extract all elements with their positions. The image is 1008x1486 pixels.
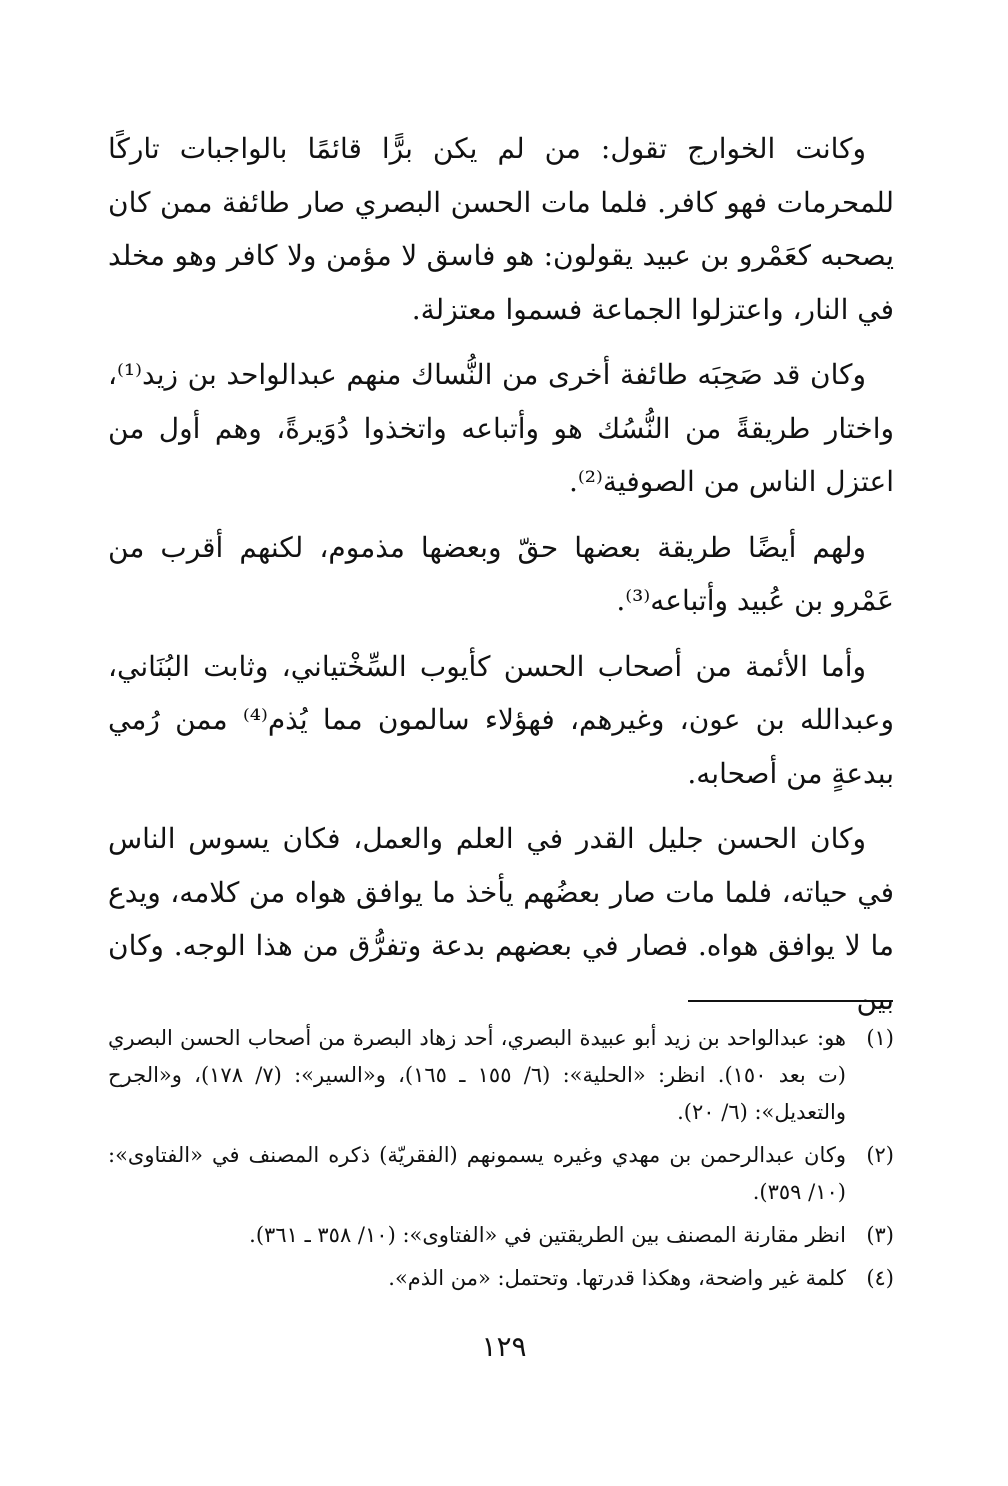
page-number: ١٢٩: [481, 1330, 527, 1363]
paragraph-khawarij: وكانت الخوارج تقول: من لم يكن برًّا قائمًا بالواجبات تاركًا للمحرمات فهو كافر. فلما مات الحسن البصري صار طائفة ممن كان يصحبه كعَمْرو بن عبيد يقولون: هو فاسق لا مؤمن ولا كافر وهو مخلد في النار، واعتزلوا الجماعة فسموا معتزلة.: [108, 132, 894, 326]
footnotes: [108, 1020, 894, 1303]
footnote-separator: [688, 1000, 893, 1002]
paragraph-hasan: وكان الحسن جليل القدر في العلم والعمل، فكان يسوس الناس في حياته، فلما مات صار بعضُهم يأخذ ما يوافق هواه من كلامه، ويدع ما لا يوافق هواه. فصار في بعضهم بدعة وتفرُّق من هذا الوجه. وكان بين: [108, 822, 894, 1016]
paragraph-aimma: وأما الأئمة من أصحاب الحسن كأيوب السِّخْتياني، وثابت البُنَاني، وعبدالله بن عون، وغيرهم، فهؤلاء سالمون مما يُذم⁽⁴⁾ ممن رُمي ببدعةٍ من أصحابه.: [108, 649, 894, 790]
footnote-1: [108, 1020, 894, 1131]
footnote-4: [108, 1260, 894, 1297]
footnote-number: (٤): [866, 1266, 894, 1290]
footnote-number: (٢): [866, 1143, 894, 1167]
footnote-text: كلمة غير واضحة، وهكذا قدرتها. وتحتمل: «من الذم».: [388, 1266, 846, 1290]
footnote-text: هو: عبدالواحد بن زيد أبو عبيدة البصري، أحد زهاد البصرة من أصحاب الحسن البصري (ت بعد ١٥٠). انظر: «الحلية»: (٦/ ١٥٥ ـ ١٦٥)، و«السير»: (٧/ ١٧٨)، و«الجرح والتعديل»: (٦/ ٢٠).: [108, 1026, 846, 1124]
paragraph-nussak: وكان قد صَحِبَه طائفة أخرى من النُّساك منهم عبدالواحد بن زيد⁽¹⁾، واختار طريقةً من النُّسُك هو وأتباعه واتخذوا دُوَيرةً، وهم أول من اعتزل الناس من الصوفية⁽²⁾.: [108, 358, 894, 498]
main-text: [108, 122, 894, 1038]
footnote-text: وكان عبدالرحمن بن مهدي وغيره يسمونهم (الفقريّة) ذكره المصنف في «الفتاوى»: (١٠/ ٣٥٩).: [108, 1143, 846, 1204]
footnote-text: انظر مقارنة المصنف بين الطريقتين في «الفتاوى»: (١٠/ ٣٥٨ ـ ٣٦١).: [249, 1223, 846, 1247]
footnote-3: [108, 1217, 894, 1254]
footnote-2: [108, 1137, 894, 1211]
footnote-number: (٣): [866, 1223, 894, 1247]
footnote-number: (١): [866, 1026, 894, 1050]
paragraph-tariqa: ولهم أيضًا طريقة بعضها حقّ وبعضها مذموم، لكنهم أقرب من عَمْرو بن عُبيد وأتباعه⁽³⁾.: [108, 530, 894, 617]
